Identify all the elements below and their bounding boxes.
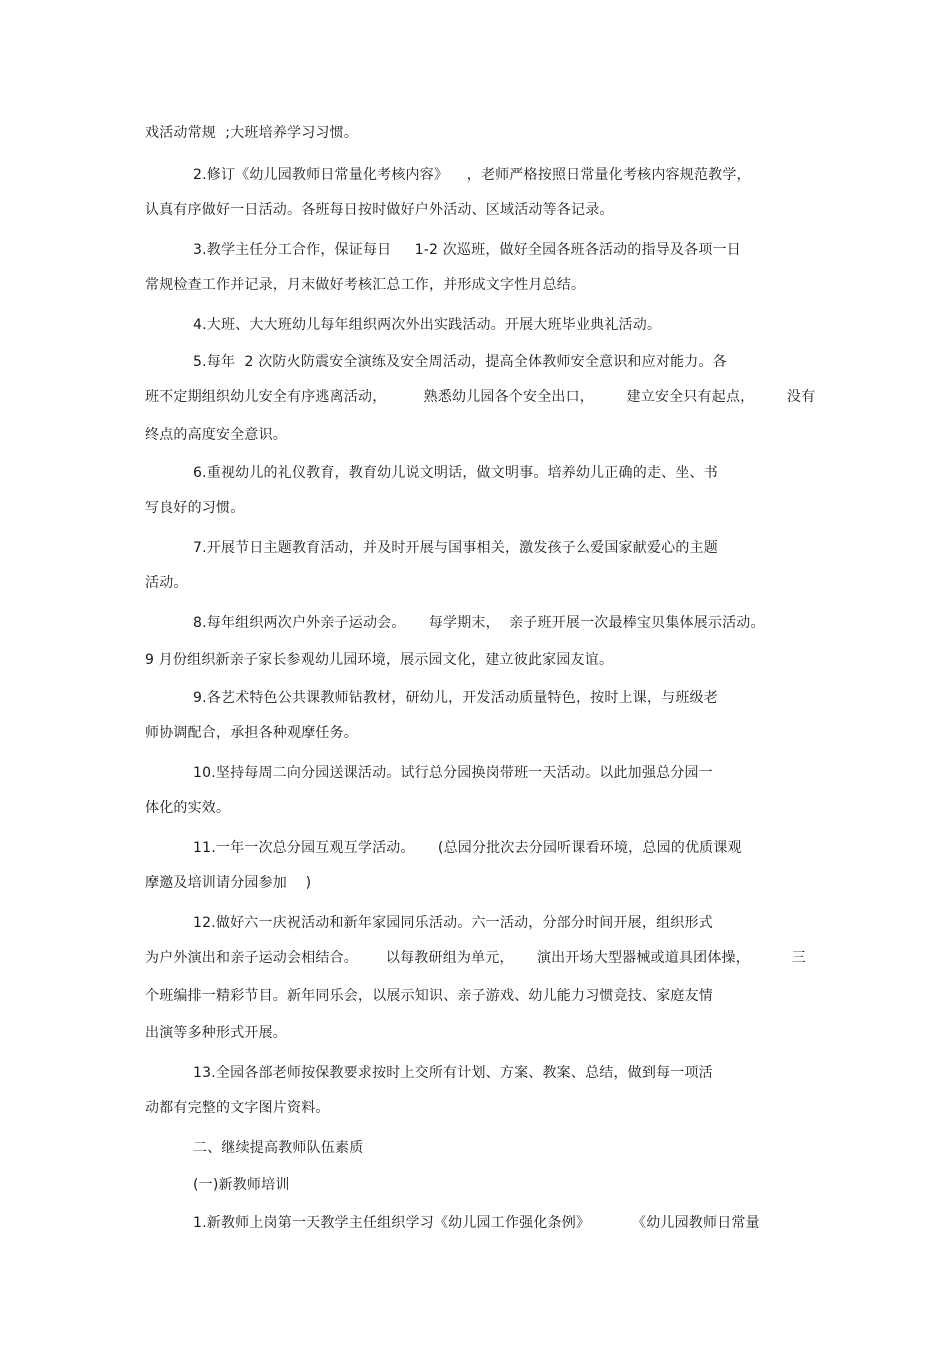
text-line: 5.每年 2 次防火防震安全演练及安全周活动，提高全体教师安全意识和应对能力。各	[193, 354, 727, 370]
text-line: 戏活动常规 ;大班培养学习习惯。	[145, 125, 359, 141]
text-line: 摩邀及培训请分园参加 )	[145, 875, 312, 891]
text-line: 7.开展节日主题教育活动，并及时开展与国事相关，激发孩子么爱国家献爱心的主题	[193, 540, 718, 556]
text-line: 13.全园各部老师按保教要求按时上交所有计划、方案、教案、总结，做到每一项活	[193, 1065, 713, 1081]
text-line: 终点的高度安全意识。	[145, 427, 287, 443]
text-line: 师协调配合，承担各种观摩任务。	[145, 725, 358, 741]
text-line: 常规检查工作并记录，月末做好考核汇总工作，并形成文字性月总结。	[145, 277, 586, 293]
section-heading: 二、继续提高教师队伍素质	[193, 1140, 364, 1156]
text-line: 9 月份组织新亲子家长参观幼儿园环境，展示园文化，建立彼此家园友谊。	[145, 652, 614, 668]
text-line: 3.教学主任分工合作，保证每日 1-2 次巡班，做好全园各班各活动的指导及各项一日	[193, 242, 741, 258]
text-line: 班不定期组织幼儿安全有序逃离活动， 熟悉幼儿园各个安全出口， 建立安全只有起点， 没有	[145, 389, 816, 405]
text-line: 12.做好六一庆祝活动和新年家园同乐活动。六一活动，分部分时间开展，组织形式	[193, 915, 713, 931]
text-line: 2.修订《幼儿园教师日常量化考核内容》 ，老师严格按照日常量化考核内容规范教学，	[193, 167, 751, 183]
text-line: 认真有序做好一日活动。各班每日按时做好户外活动、区域活动等各记录。	[145, 202, 614, 218]
text-line: 9.各艺术特色公共课教师钻教材，研幼儿，开发活动质量特色，按时上课，与班级老	[193, 690, 718, 706]
text-line: 8.每年组织两次户外亲子运动会。 每学期末， 亲子班开展一次最棒宝贝集体展示活动。	[193, 615, 765, 631]
subsection-heading: (一)新教师培训	[193, 1177, 290, 1193]
text-line: 4.大班、大大班幼儿每年组织两次外出实践活动。开展大班毕业典礼活动。	[193, 317, 662, 333]
text-line: 出演等多种形式开展。	[145, 1025, 287, 1041]
text-line: 体化的实效。	[145, 800, 231, 816]
text-line: 6.重视幼儿的礼仪教育，教育幼儿说文明话，做文明事。培养幼儿正确的走、坐、书	[193, 465, 718, 481]
text-line: 写良好的习惯。	[145, 500, 245, 516]
text-line: 活动。	[145, 575, 188, 591]
text-line: 1.新教师上岗第一天教学主任组织学习《幼儿园工作强化条例》 《幼儿园教师日常量	[193, 1215, 760, 1231]
text-line: 11.一年一次总分园互观互学活动。 (总园分批次去分园听课看环境，总园的优质课观	[193, 840, 742, 856]
text-line: 动都有完整的文字图片资料。	[145, 1100, 330, 1116]
text-line: 个班编排一精彩节目。新年同乐会，以展示知识、亲子游戏、幼儿能力习惯竞技、家庭友情	[145, 988, 713, 1004]
text-line: 为户外演出和亲子运动会相结合。 以每教研组为单元， 演出开场大型器械或道具团体操， 三	[145, 950, 807, 966]
text-line: 10.坚持每周二向分园送课活动。试行总分园换岗带班一天活动。以此加强总分园一	[193, 765, 713, 781]
